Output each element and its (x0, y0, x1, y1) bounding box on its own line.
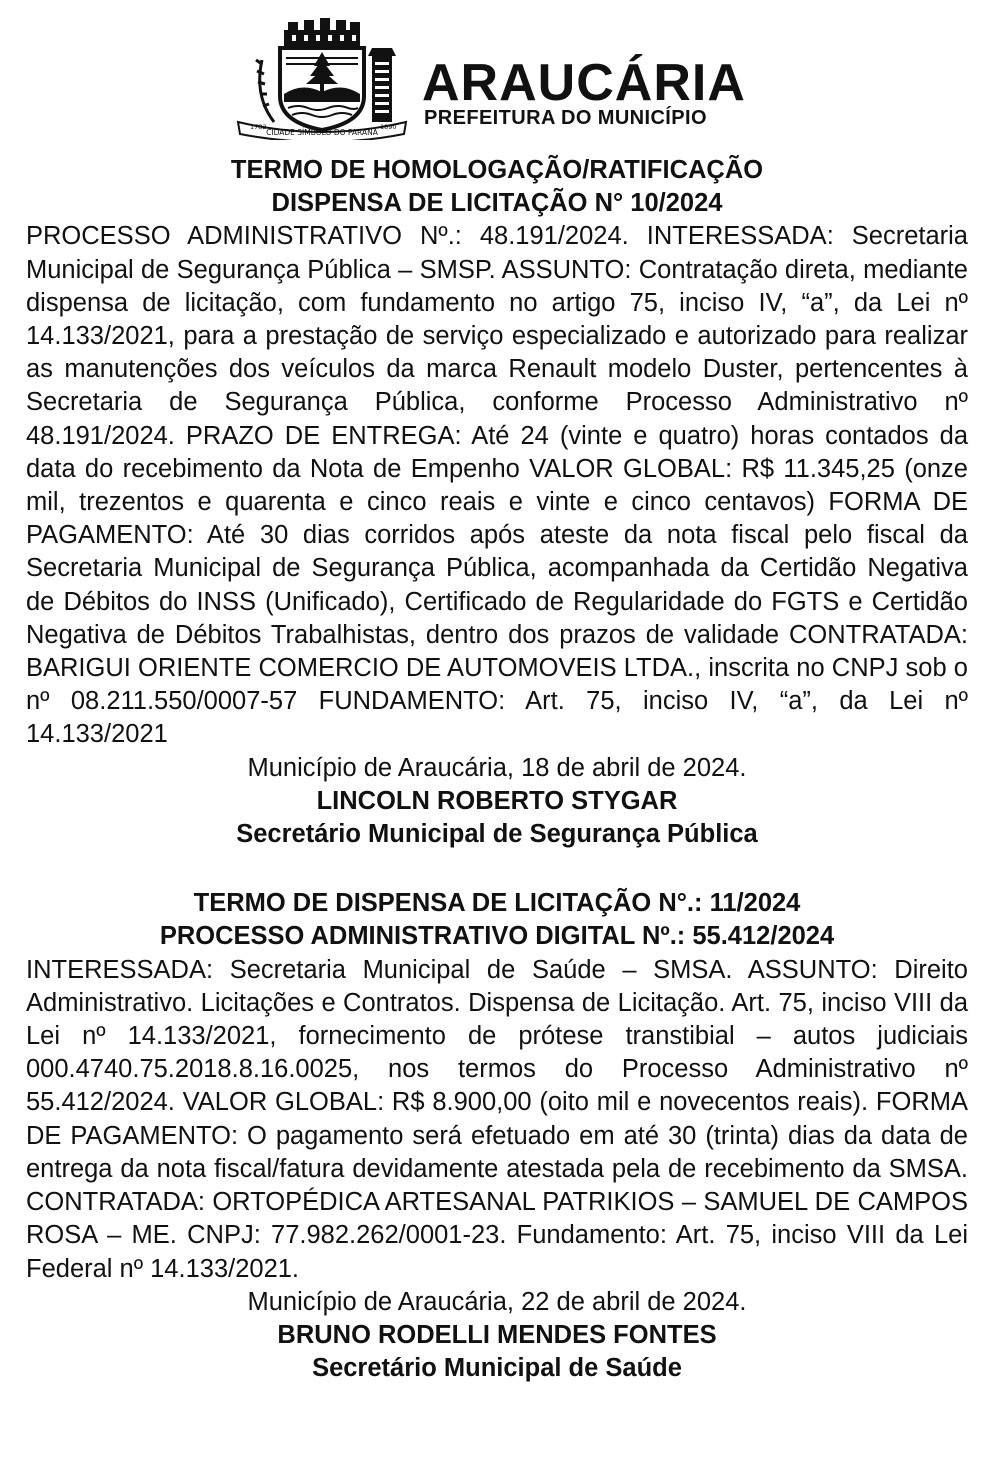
header (0, 18, 992, 146)
section1-title-line2: DISPENSA DE LICITAÇÃO N° 10/2024 (271, 189, 723, 218)
section2-date: Município de Araucária, 22 de abril de 2024. (247, 1287, 747, 1316)
section1-body: PROCESSO ADMINISTRATIVO Nº.: 48.191/2024. INTERESSADA: Secretaria Municipal de Segurança Pública – SMSP. ASSUNTO: Contratação direta, mediante dispensa de licitação, com fundamento no artigo 75, inciso IV, “a”, da Lei nº 14.133/2021, para a prestação de serviço especializado e autorizado para realizar as manutenções dos veículos da marca Renault modelo Duster, pertencentes à Secretaria de Segurança Pública, conforme Processo Administrativo nº 48.191/2024. PRAZO DE ENTREGA: Até 24 (vinte e quatro) horas contados da data do recebimento da Nota de Empenho VALOR GLOBAL: R$ 11.345,25 (onze mil, trezentos e quarenta e cinco reais e vinte e cinco centavos) FORMA DE PAGAMENTO: Até 30 dias corridos após ateste da nota fiscal pelo fiscal da Secretaria Municipal de Segurança Pública, acompanhada da Certidão Negativa de Débitos do INSS (Unificado), Certificado de Regularidade do FGTS e Certidão Negativa de Débitos Trabalhistas, dentro dos prazos de validade CONTRATADA: BARIGUI ORIENTE COMERCIO DE AUTOMOVEIS LTDA., inscrita no CNPJ sob o nº 08.211.550/0007-57 FUNDAMENTO: Art. 75, inciso IV, “a”, da Lei nº 14.133/2021 (26, 222, 968, 749)
section-dispensa (26, 887, 968, 1385)
section2-signer-name: BRUNO RODELLI MENDES FONTES (277, 1320, 717, 1349)
crest-year-left: 1782 (250, 123, 267, 131)
section-divider-space (26, 851, 968, 887)
city-name: ARAUCÁRIA (422, 54, 746, 112)
section2-signer-role: Secretário Municipal de Saúde (312, 1354, 682, 1383)
section1-signer-role: Secretário Municipal de Segurança Pública (236, 820, 758, 849)
section2-title-line2: PROCESSO ADMINISTRATIVO DIGITAL Nº.: 55.412/2024 (159, 922, 835, 951)
city-coat-of-arms-logo (232, 18, 412, 140)
section-homologacao (26, 154, 968, 851)
crest-ribbon-text: CIDADE SÍMBOLO DO PARANÁ (266, 128, 378, 137)
document-content (26, 154, 968, 1385)
section1-title-line1: TERMO DE HOMOLOGAÇÃO/RATIFICAÇÃO (230, 156, 764, 184)
section2-body: INTERESSADA: Secretaria Municipal de Saúde – SMSA. ASSUNTO: Direito Administrativo. Licitações e Contratos. Dispensa de Licitação. Art. 75, inciso VIII da Lei nº 14.133/2021, fornecimento de prótese transtibial – autos judiciais 000.4740.75.2018.8.16.0025, nos termos do Processo Administrativo nº 55.412/2024. VALOR GLOBAL: R$ 8.900,00 (oito mil e novecentos reais). FORMA DE PAGAMENTO: O pagamento será efetuado em até 30 (trinta) dias da data de entrega da nota fiscal/fatura devidamente atestada pela de recebimento da SMSA. CONTRATADA: ORTOPÉDICA ARTESANAL PATRIKIOS – SAMUEL DE CAMPOS ROSA – ME. CNPJ: 77.982.262/0001-23. Fundamento: Art. 75, inciso VIII da Lei Federal nº 14.133/2021. (26, 955, 968, 1283)
crest-year-right: 1890 (380, 123, 397, 131)
wordmark (422, 54, 746, 129)
section2-title-line1: TERMO DE DISPENSA DE LICITAÇÃO N°.: 11/2024 (193, 889, 801, 918)
city-subtitle: PREFEITURA DO MUNICÍPIO (424, 107, 707, 129)
section1-date: Município de Araucária, 18 de abril de 2024. (247, 753, 747, 782)
section1-signer-name: LINCOLN ROBERTO STYGAR (316, 786, 678, 815)
